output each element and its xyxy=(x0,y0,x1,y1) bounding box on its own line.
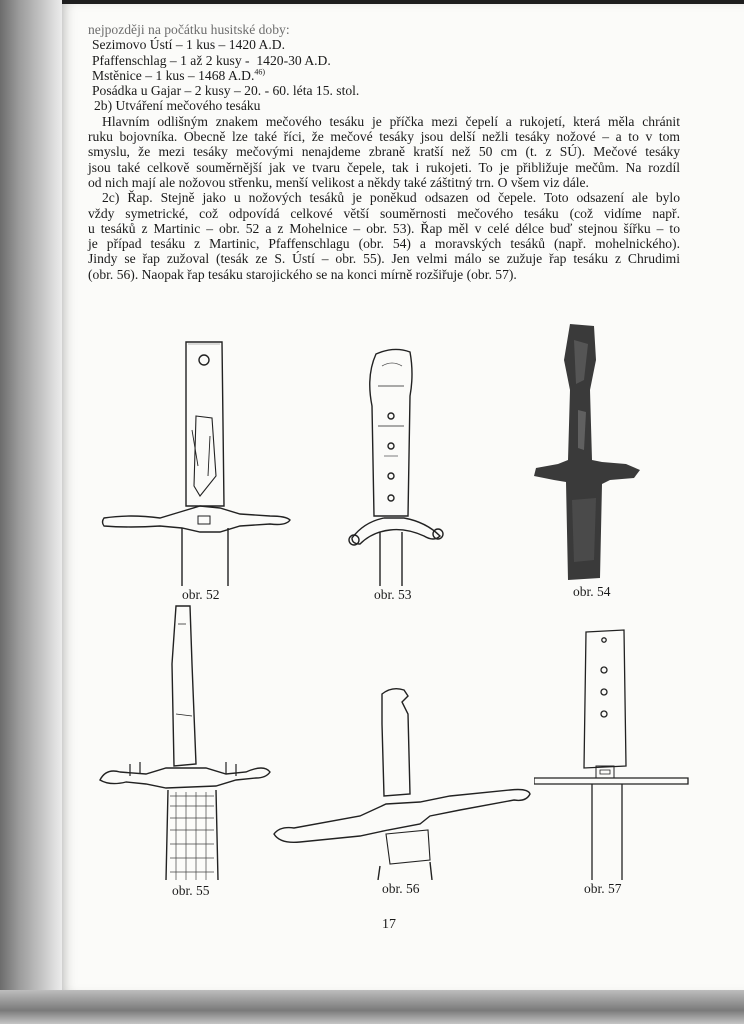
list-date: 1468 A.D. xyxy=(198,67,255,83)
section-2c-paragraph xyxy=(88,190,680,282)
paragraph-line: 2c) Řap. Stejně jako u nožových tesáků je poněkud odsazen od čepele. Toto odsazení ale bylo xyxy=(102,190,680,206)
paragraph-line: od nich mají ale nožovou střenku, menší velikost a někdy také záštitný trn. O všem viz dále. xyxy=(88,174,589,190)
paragraph-line: je případ tesáku z Martinic, Pfaffenschlagu (obr. 54) a moravských tesáků (např. mohelnického). xyxy=(88,236,680,252)
footnote-reference: 46) xyxy=(254,67,266,77)
paragraph-line: u tesáků z Martinic – obr. 52 a z Mohelnice – obr. 53). Řap měl v celé délce buď stejnou šířku – to xyxy=(88,220,680,236)
figure-54-photo xyxy=(530,320,650,584)
list-date: 1420-30 A.D. xyxy=(256,52,331,68)
list-count: 2 kusy xyxy=(194,83,231,99)
list-item: Mstěnice – 1 kus – 1468 A.D.$^{46)}$ xyxy=(92,67,266,83)
page-number: 17 xyxy=(382,917,396,932)
figure-53-caption: obr. 53 xyxy=(374,587,412,602)
list-item: Posádka u Gajar – 2 kusy – 20. - 60. léta 15. stol. xyxy=(92,83,360,99)
figure-55-caption: obr. 55 xyxy=(172,883,210,898)
paragraph-line: smyslu, že mezi tesáky mečovými nenajdeme zbraně kratší než 50 cm (t. z SÚ). Mečové tesáky xyxy=(88,144,680,160)
figure-54-caption: obr. 54 xyxy=(573,584,611,599)
list-date: 20. - 60. léta 15. stol. xyxy=(244,83,360,99)
figure-53-drawing xyxy=(344,346,454,586)
list-count: 1 kus xyxy=(155,67,185,83)
list-count: 1 až 2 kusy xyxy=(180,52,242,68)
list-date: 1420 A.D. xyxy=(228,37,285,53)
list-item: Sezimovo Ústí – 1 kus – 1420 A.D. xyxy=(92,37,285,53)
figure-56-caption: obr. 56 xyxy=(382,881,420,896)
paragraph-line: ruku bojovníka. Obecně lze také říci, že mečové tesáky jsou delší nežli tesáky nožové – a to v tom xyxy=(88,129,680,145)
book-gutter-shadow xyxy=(0,0,62,1024)
body-text xyxy=(88,22,680,282)
paragraph-line: Hlavním odlišným znakem mečového tesáku je příčka mezi čepelí a rukojetí, která měla chránit xyxy=(102,113,680,129)
figure-52-caption: obr. 52 xyxy=(182,587,220,602)
intro-line: nejpozději na počátku husitské doby: xyxy=(88,22,290,37)
list-place: Mstěnice xyxy=(92,67,142,83)
list-place: Posádka u Gajar xyxy=(92,83,182,99)
section-2b-heading: 2b) Utváření mečového tesáku xyxy=(94,98,261,114)
paragraph-line: jsou také celkově souměrnější jak ve tvaru čepele, tak i rukojeti. To je přibližuje mečům. Na rozdíl xyxy=(88,159,680,175)
list-place: Pfaffenschlag xyxy=(92,52,167,68)
figure-52-drawing xyxy=(100,336,296,586)
figure-57-drawing xyxy=(534,626,694,880)
find-list xyxy=(88,37,680,98)
list-item: Pfaffenschlag – 1 až 2 kusy - 1420-30 A.D. xyxy=(92,52,331,68)
list-count: 1 kus xyxy=(186,37,216,53)
paragraph-line: (obr. 56). Naopak řap tesáku starojického se na konci mírně rozšiřuje (obr. 57). xyxy=(88,266,517,282)
list-place: Sezimovo Ústí xyxy=(92,37,173,53)
scan-bottom-edge xyxy=(0,990,744,1024)
figure-56-drawing xyxy=(270,684,534,880)
figure-55-drawing xyxy=(96,604,276,884)
paragraph-line: vždy symetrické, což odpovídá celkové větší souměrnosti mečového tesáku (což vidíme např. xyxy=(88,205,680,221)
figure-57-caption: obr. 57 xyxy=(584,881,622,896)
section-2b-paragraph xyxy=(88,114,680,190)
paragraph-line: Jindy se řap zužoval (tesák ze S. Ústí – obr. 55). Jen velmi málo se zužuje řap tesáku z Chrudimi xyxy=(88,251,680,267)
